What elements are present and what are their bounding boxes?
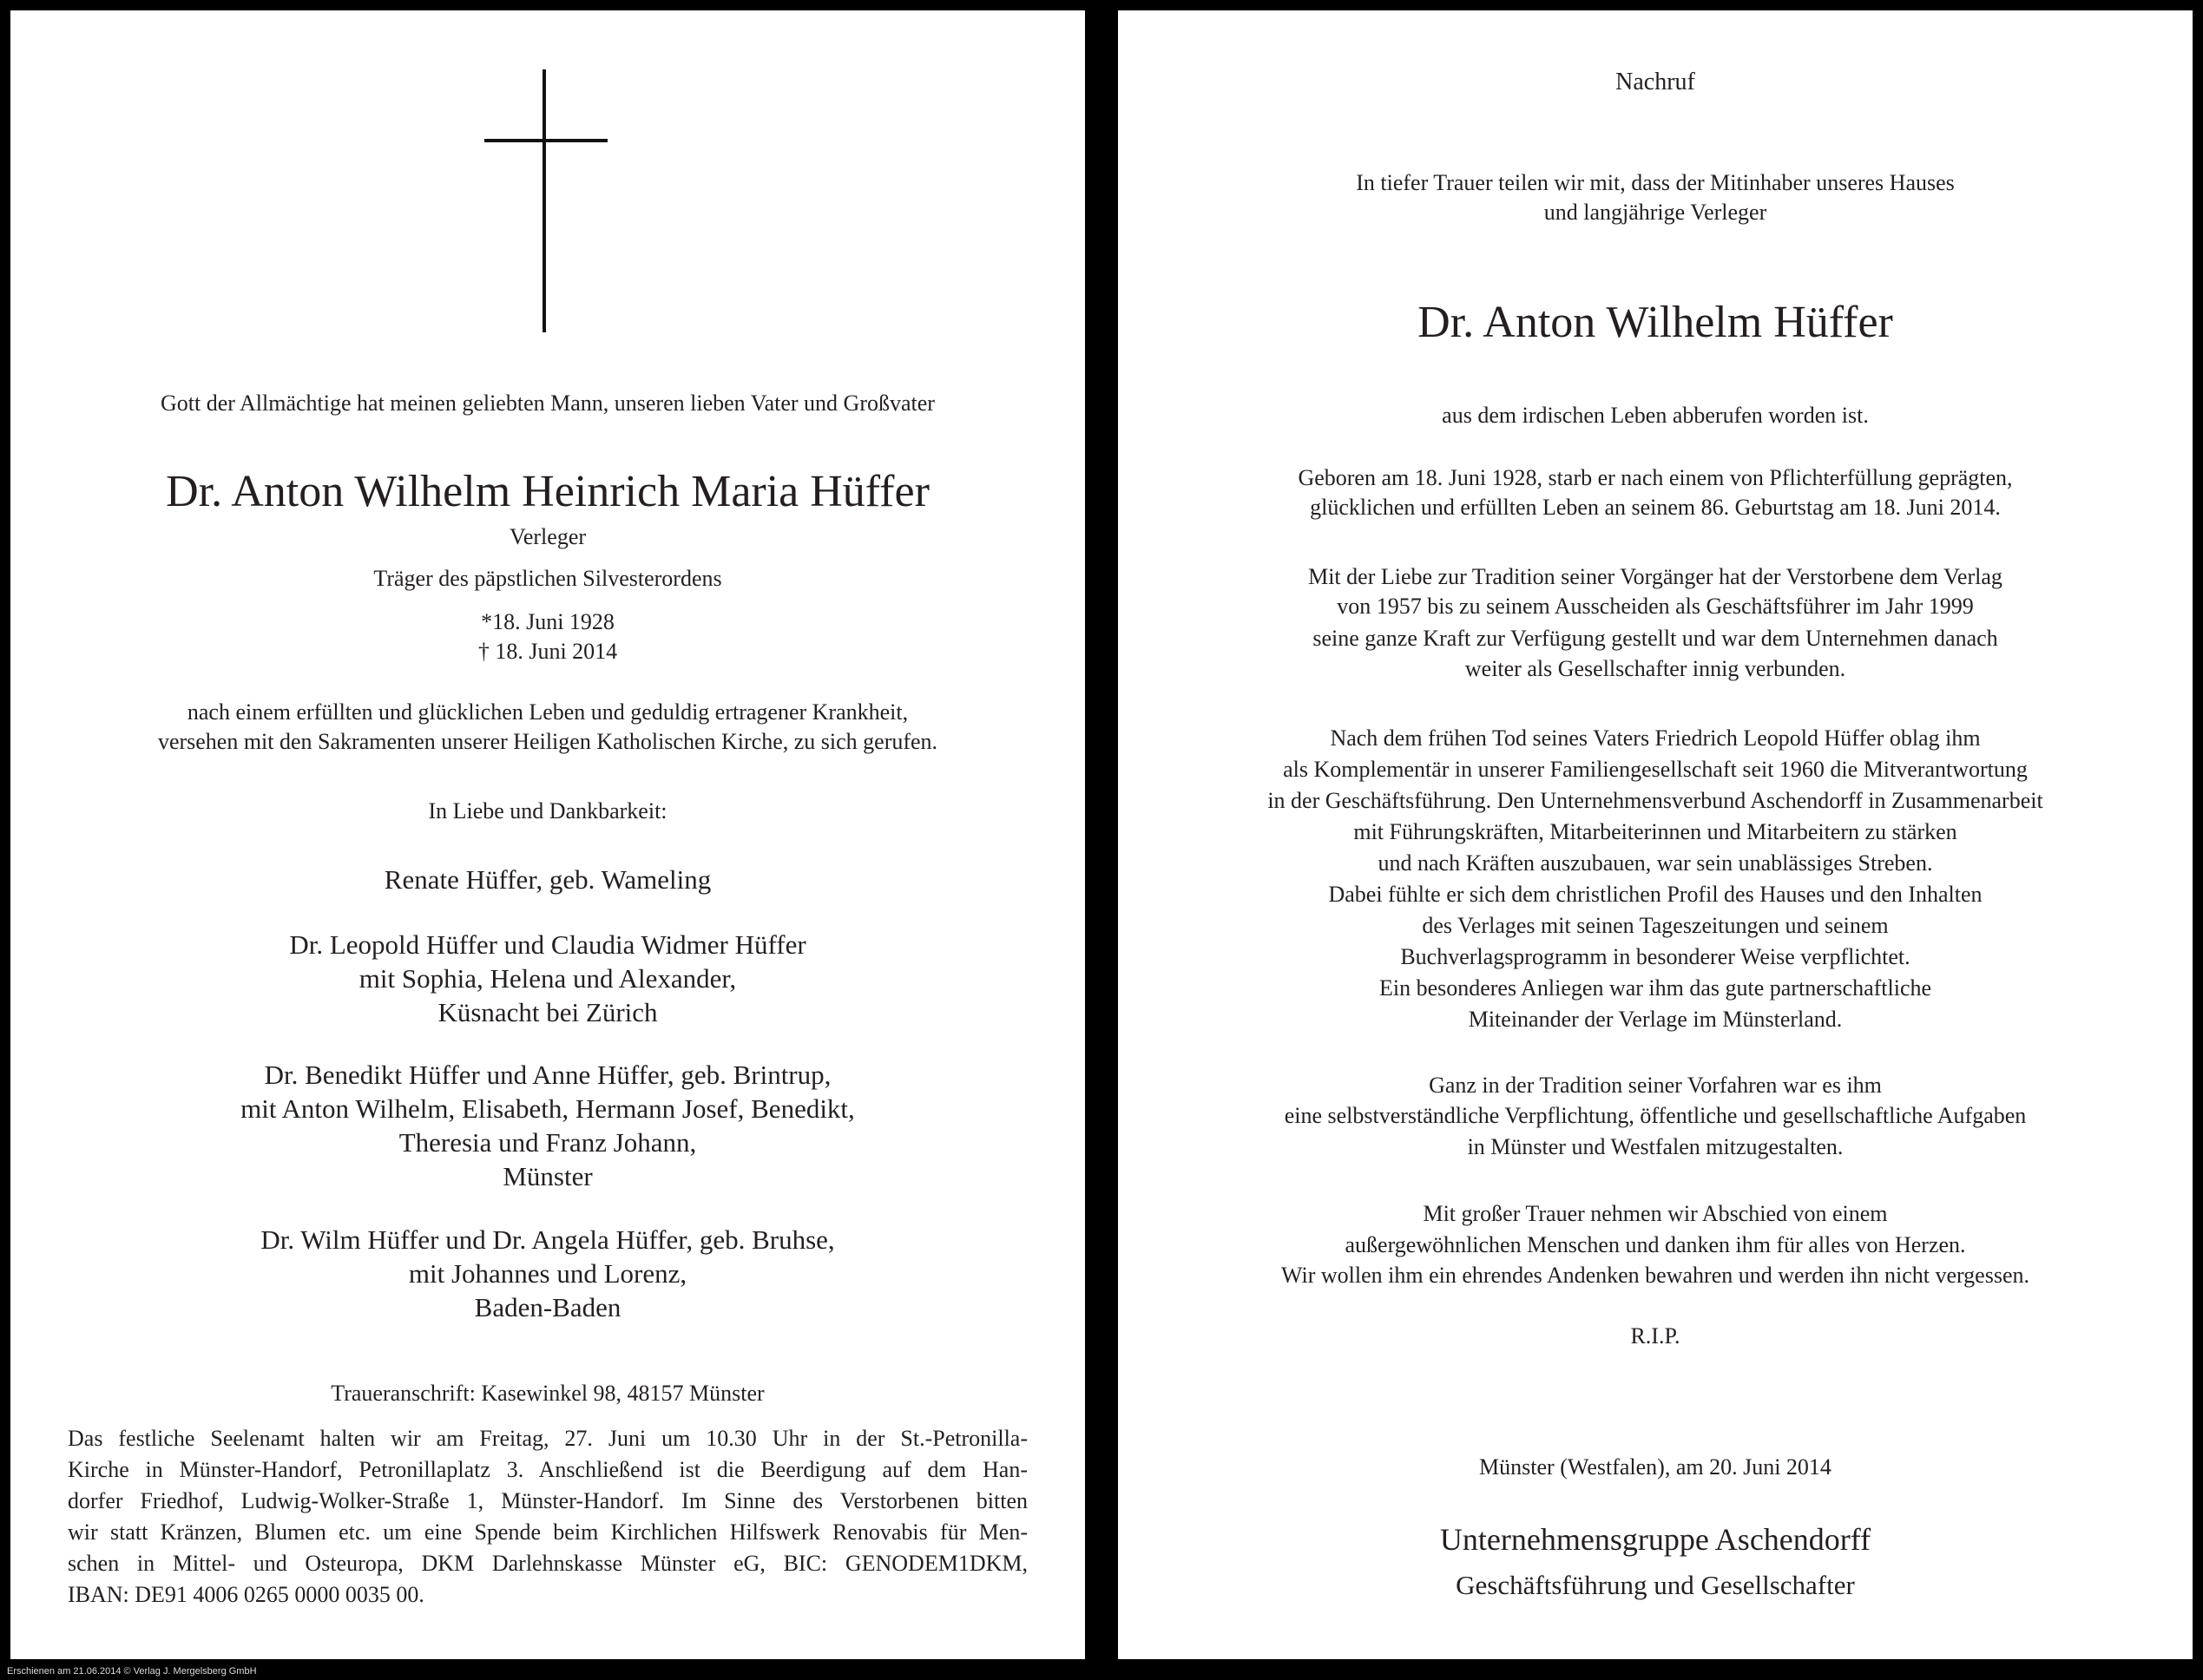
paragraph-line: seine ganze Kraft zur Verfügung gestellt und war dem Unternehmen danach — [1312, 626, 1998, 651]
mourner-line: Renate Hüffer, geb. Wameling — [384, 864, 712, 895]
passing-text-2: versehen mit den Sakramenten unserer Heiligen Katholischen Kirche, zu sich gerufen. — [157, 729, 938, 754]
mourner-line: mit Johannes und Lorenz, — [408, 1258, 687, 1289]
rip-text: R.I.P. — [1630, 1323, 1680, 1349]
paragraph-line: glücklichen und erfüllten Leben an seinem 86. Geburtstag am 18. Juni 2014. — [1310, 495, 2001, 520]
service-line: Das festliche Seelenamt halten wir am Freitag, 27. Juni um 10.30 Uhr in der St.-Petronilla- — [68, 1426, 1028, 1451]
paragraph-line: Ein besonderes Anliegen war ihm das gute partnerschaftliche — [1378, 975, 1932, 1001]
paragraph-line: weiter als Gesellschafter innig verbunden. — [1464, 656, 1846, 681]
company-subtitle: Geschäftsführung und Gesellschafter — [1456, 1570, 1855, 1600]
mourner-line: Dr. Benedikt Hüffer und Anne Hüffer, geb. Brintrup, — [264, 1060, 832, 1090]
paragraph-line: Wir wollen ihm ein ehrendes Andenken bewahren und werden ihn nicht vergessen. — [1281, 1263, 2029, 1288]
deceased-profession: Verleger — [509, 524, 587, 549]
paragraph-line: als Komplementär in unserer Familiengesellschaft seit 1960 die Mitverantwortung — [1283, 757, 2028, 782]
paragraph-line: in Münster und Westfalen mitzugestalten. — [1467, 1134, 1844, 1159]
called-away-text: aus dem irdischen Leben abberufen worden ist. — [1442, 403, 1869, 428]
paragraph-line: in der Geschäftsführung. Den Unternehmensverbund Aschendorff in Zusammenarbeit — [1267, 788, 2043, 813]
paragraph-line: außergewöhnlichen Menschen und danken ihm für alles von Herzen. — [1345, 1232, 1966, 1257]
paragraph-line: von 1957 bis zu seinem Ausscheiden als Geschäftsführer im Jahr 1999 — [1337, 594, 1974, 619]
nachruf-heading: Nachruf — [1615, 69, 1695, 95]
service-line: dorfer Friedhof, Ludwig-Wolker-Straße 1, Münster-Handorf. Im Sinne des Verstorbenen bitten — [68, 1488, 1028, 1513]
mourner-line: Dr. Leopold Hüffer und Claudia Widmer Hüffer — [289, 929, 806, 960]
paragraph-line: des Verlages mit seinen Tageszeitungen und seinem — [1422, 913, 1889, 938]
mourning-address: Traueranschrift: Kasewinkel 98, 48157 Münster — [331, 1381, 765, 1406]
service-line: Kirche in Münster-Handorf, Petronillaplatz 3. Anschließend ist die Beerdigung auf dem Han- — [68, 1457, 1028, 1482]
cross-icon-bar — [484, 139, 608, 142]
paragraph-line: Miteinander der Verlage im Münsterland. — [1468, 1007, 1843, 1032]
paragraph-line: eine selbstverständliche Verpflichtung, öffentliche und gesellschaftliche Aufgaben — [1284, 1103, 2027, 1128]
death-date: † 18. Juni 2014 — [477, 639, 618, 664]
service-line: wir statt Kränzen, Blumen etc. um eine Spende beim Kirchlichen Hilfswerk Renovabis für Men- — [68, 1519, 1028, 1545]
passing-text-1: nach einem erfüllten und glücklichen Leben und geduldig ertragener Krankheit, — [187, 699, 909, 725]
mourner-line: mit Sophia, Helena und Alexander, — [358, 963, 737, 994]
mourner-line: Dr. Wilm Hüffer und Dr. Angela Hüffer, geb. Bruhse, — [260, 1224, 835, 1255]
place-date: Münster (Westfalen), am 20. Juni 2014 — [1479, 1454, 1831, 1480]
service-line: IBAN: DE91 4006 0265 0000 0035 00. — [68, 1582, 424, 1607]
obituary-right-panel — [1118, 10, 2193, 1659]
service-paragraph — [68, 1423, 1028, 1611]
paragraph-line: Dabei fühlte er sich dem christlichen Profil des Hauses und den Inhalten — [1328, 882, 1983, 907]
paragraph-line: Mit der Liebe zur Tradition seiner Vorgänger hat der Verstorbene dem Verlag — [1308, 564, 2002, 589]
paragraph-line: Buchverlagsprogramm in besonderer Weise verpflichtet. — [1400, 944, 1910, 969]
company-name: Unternehmensgruppe Aschendorff — [1439, 1522, 1871, 1557]
paragraph-line: Nach dem frühen Tod seines Vaters Friedrich Leopold Hüffer oblag ihm — [1330, 725, 1981, 751]
paragraph-line: Geboren am 18. Juni 1928, starb er nach einem von Pflichterfüllung geprägten, — [1298, 465, 2013, 490]
mourner-line: mit Anton Wilhelm, Elisabeth, Hermann Josef, Benedikt, — [240, 1093, 855, 1124]
mourner-line: Theresia und Franz Johann, — [398, 1127, 697, 1158]
thanks-line: In Liebe und Dankbarkeit: — [428, 798, 667, 824]
mourner-line: Küsnacht bei Zürich — [437, 997, 658, 1027]
paragraph-line: Mit großer Trauer nehmen wir Abschied von einem — [1423, 1201, 1888, 1226]
deceased-name: Dr. Anton Wilhelm Heinrich Maria Hüffer — [166, 467, 930, 516]
mourner-line: Baden-Baden — [474, 1292, 621, 1322]
intro-line: In tiefer Trauer teilen wir mit, dass der Mitinhaber unseres Hauses — [1356, 170, 1955, 195]
paragraph-line: Ganz in der Tradition seiner Vorfahren war es ihm — [1429, 1073, 1882, 1098]
birth-date: *18. Juni 1928 — [481, 609, 615, 634]
service-line: schen in Mittel- und Osteuropa, DKM Darlehnskasse Münster eG, BIC: GENODEM1DKM, — [68, 1551, 1028, 1576]
cross-icon — [543, 69, 546, 332]
paragraph-line: und nach Kräften auszubauen, war sein unablässiges Streben. — [1378, 850, 1933, 876]
intro-line: und langjährige Verleger — [1543, 200, 1767, 225]
publication-footer: Erschienen am 21.06.2014 © Verlag J. Mergelsberg GmbH — [7, 1666, 257, 1677]
mourner-line: Münster — [503, 1161, 593, 1191]
paragraph-line: mit Führungskräften, Mitarbeiterinnen und Mitarbeitern zu stärken — [1353, 819, 1957, 844]
deceased-name: Dr. Anton Wilhelm Hüffer — [1417, 298, 1893, 347]
obituary-left-panel — [10, 10, 1085, 1659]
intro-text: Gott der Allmächtige hat meinen geliebten Mann, unseren lieben Vater und Großvater — [161, 390, 935, 416]
deceased-honor: Träger des päpstlichen Silvesterordens — [373, 566, 722, 591]
